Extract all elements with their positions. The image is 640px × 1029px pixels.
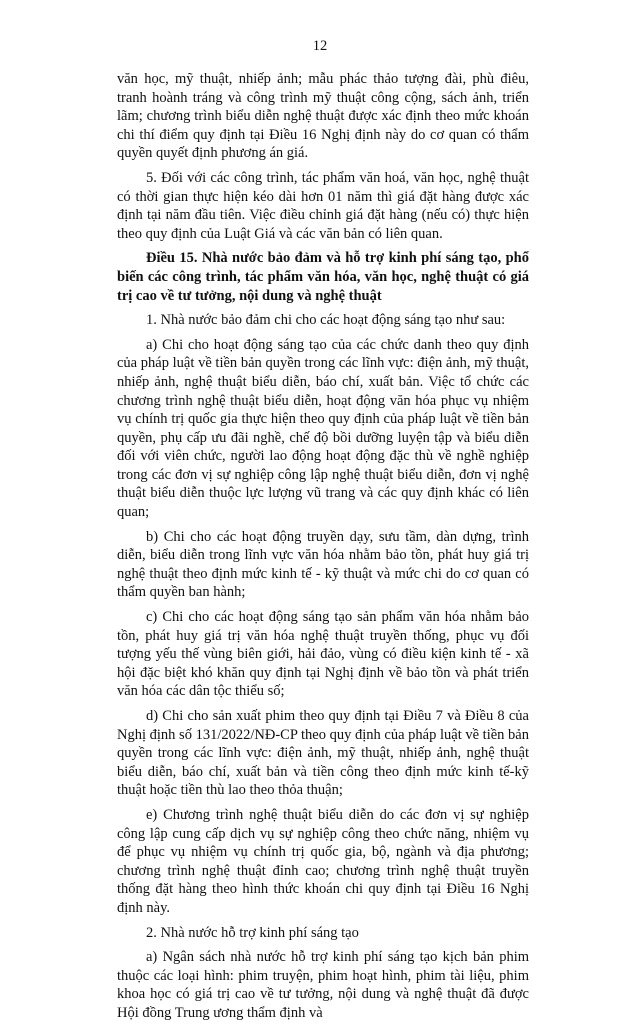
paragraph-item-5: 5. Đối với các công trình, tác phẩm văn hoá, văn học, nghệ thuật có thời gian thực hiện kéo dài hơn 01 năm thì giá đặt hàng được xác định tại năm đầu tiên. Việc điều chỉnh giá đặt hàng (nếu có) thực hiện theo quy định của Luật Giá và các văn bản có liên quan. <box>117 169 529 242</box>
paragraph-clause-2: 2. Nhà nước hỗ trợ kinh phí sáng tạo <box>146 924 359 941</box>
paragraph-clause-2-point-a: a) Ngân sách nhà nước hỗ trợ kinh phí sáng tạo kịch bản phim thuộc các loại hình: phim truyện, phim hoạt hình, phim tài liệu, phim khoa học có giá trị cao về tư tưởng, nội dung và nghệ thuật đã được Hội đồng Trung ương thẩm định và <box>117 949 529 1021</box>
document-body <box>117 70 529 1029</box>
paragraph-point-b: b) Chi cho các hoạt động truyền dạy, sưu tầm, dàn dựng, trình diễn, biểu diễn trong lĩnh vực văn hóa nhằm bảo tồn, phát huy giá trị nghệ thuật theo định mức kinh tế - kỹ thuật và mức chi do cơ quan có thẩm quyền ban hành; <box>117 528 529 601</box>
page-number: 12 <box>312 38 328 54</box>
article-heading: Điều 15. Nhà nước bảo đảm và hỗ trợ kinh phí sáng tạo, phổ biến các công trình, tác phẩm văn hóa, văn học, nghệ thuật có giá trị cao về tư tưởng, nội dung và nghệ thuật <box>117 250 529 304</box>
paragraph-point-d: d) Chi cho sản xuất phim theo quy định tại Điều 7 và Điều 8 của Nghị định số 131/2022/NĐ-CP theo quy định của pháp luật về tiền bản quyền trong các lĩnh vực: điện ảnh, mỹ thuật, nhiếp ảnh, nghệ thuật biểu diễn, báo chí, xuất bản và tiền công theo định mức kinh tế-kỹ thuật hoặc tiền thù lao theo thỏa thuận; <box>117 708 529 799</box>
paragraph-point-a: a) Chi cho hoạt động sáng tạo của các chức danh theo quy định của pháp luật về tiền bản quyền trong các lĩnh vực: điện ảnh, mỹ thuật, nhiếp ảnh, nghệ thuật biểu diễn, báo chí, xuất bản. Việc tổ chức các chương trình nghệ thuật biểu diễn, hoạt động văn hóa phục vụ nhiệm vụ chính trị quốc gia thực hiện theo quy định của pháp luật về tiền bản quyền, phụ cấp ưu đãi nghề, chế độ bồi dưỡng luyện tập và biểu diễn đối với viên chức, người lao động hoạt động đặc thù về nghề nghiệp trong các đơn vị sự nghiệp công lập nghệ thuật biểu diễn, đơn vị nghệ thuật biểu diễn thuộc lực lượng vũ trang và các quy định khác có liên quan; <box>117 336 529 521</box>
paragraph-continuation: văn học, mỹ thuật, nhiếp ảnh; mẫu phác thảo tượng đài, phù điêu, tranh hoành tráng và công trình mỹ thuật công cộng, sách ảnh, triển lãm; chương trình biểu diễn nghệ thuật được xác định theo mức khoán chi thí điểm quy định tại Điều 16 Nghị định này do cơ quan có thẩm quyền quyết định phương án giá. <box>117 71 529 162</box>
paragraph-point-e: e) Chương trình nghệ thuật biểu diễn do các đơn vị sự nghiệp công lập cung cấp dịch vụ sự nghiệp công theo chức năng, nhiệm vụ để phục vụ nhiệm vụ chính trị quốc gia, bộ, ngành và địa phương; chương trình nghệ thuật đỉnh cao; chương trình nghệ thuật truyền thống đặt hàng theo hình thức khoán chi quy định tại Điều 16 Nghị định này. <box>117 806 529 916</box>
paragraph-clause-1: 1. Nhà nước bảo đảm chi cho các hoạt động sáng tạo như sau: <box>146 312 506 329</box>
paragraph-point-c: c) Chi cho các hoạt động sáng tạo sản phẩm văn hóa nhằm bảo tồn, phát huy giá trị văn hóa nghệ thuật truyền thống, phục vụ đối tượng yếu thế vùng biên giới, hải đảo, vùng có điều kiện kinh tế - xã hội đặc biệt khó khăn quy định tại Nghị định về bảo tồn và phát triển văn hóa các dân tộc thiểu số; <box>117 609 529 700</box>
